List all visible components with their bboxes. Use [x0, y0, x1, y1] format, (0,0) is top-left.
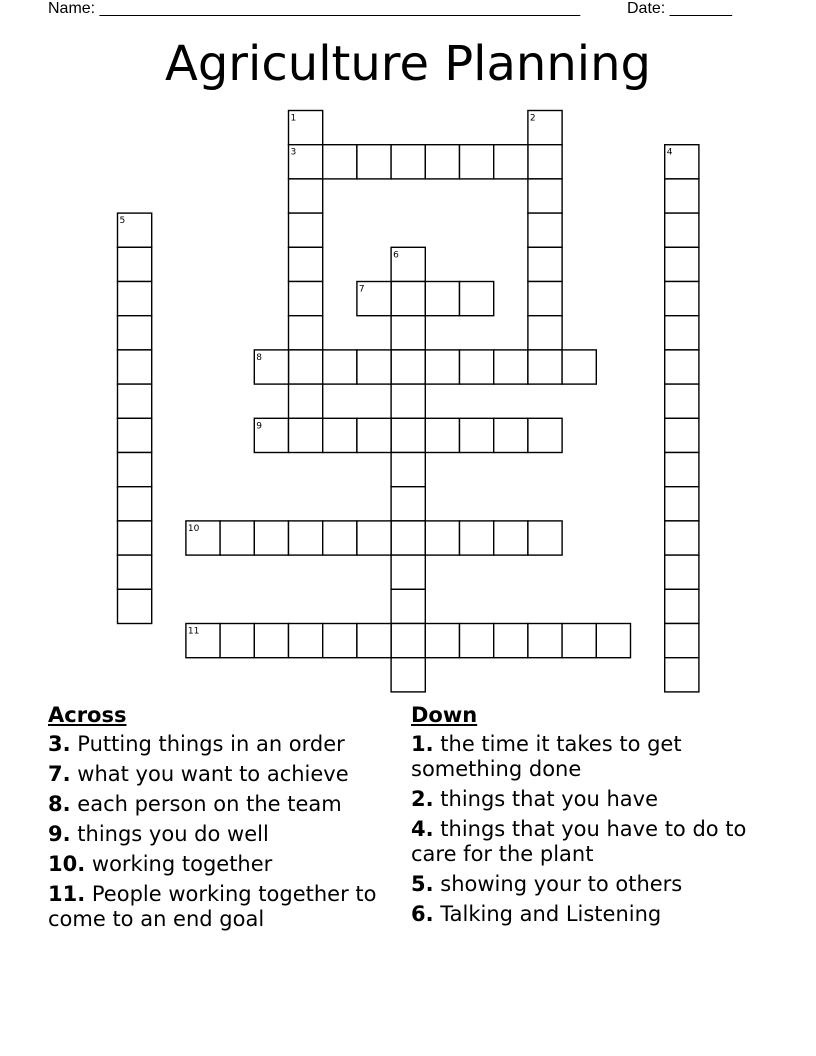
- down-clue: [411, 732, 761, 782]
- clue-text: things that you have: [440, 787, 659, 811]
- grid-cell[interactable]: [118, 453, 152, 487]
- grid-cell[interactable]: [494, 521, 528, 555]
- grid-cell[interactable]: [391, 521, 425, 555]
- grid-cell[interactable]: [528, 350, 562, 384]
- grid-cell[interactable]: [562, 624, 596, 658]
- grid-cell[interactable]: [460, 418, 494, 452]
- grid-cell[interactable]: [118, 213, 152, 247]
- grid-cell[interactable]: [391, 624, 425, 658]
- grid-cell[interactable]: [357, 624, 391, 658]
- grid-cell[interactable]: [118, 487, 152, 521]
- grid-cell[interactable]: [665, 487, 699, 521]
- clue-number: 3.: [48, 732, 71, 756]
- grid-cell[interactable]: [391, 145, 425, 179]
- clue-text: each person on the team: [77, 792, 342, 816]
- grid-cell[interactable]: [528, 247, 562, 281]
- clue-number-label: 6: [393, 250, 399, 261]
- puzzle-title: Agriculture Planning: [165, 36, 651, 92]
- clue-number: 9.: [48, 822, 71, 846]
- across-clue: [48, 762, 398, 787]
- grid-cell[interactable]: [357, 145, 391, 179]
- down-clue: [411, 817, 761, 867]
- grid-cell[interactable]: [425, 145, 459, 179]
- grid-cell[interactable]: [289, 418, 323, 452]
- grid-cell[interactable]: [391, 247, 425, 281]
- grid-cell[interactable]: [391, 350, 425, 384]
- across-clue: [48, 792, 398, 817]
- clue-number-label: 9: [256, 421, 263, 432]
- grid-cell[interactable]: [357, 418, 391, 452]
- grid-cell[interactable]: [425, 521, 459, 555]
- grid-cell[interactable]: [596, 624, 630, 658]
- clue-text: Talking and Listening: [440, 902, 662, 926]
- date-field-label[interactable]: Date: _______: [627, 0, 732, 17]
- grid-cell[interactable]: [665, 316, 699, 350]
- grid-cell[interactable]: [323, 521, 357, 555]
- across-clue-list: [48, 732, 398, 932]
- grid-cell[interactable]: [289, 282, 323, 316]
- grid-cell[interactable]: [665, 247, 699, 281]
- grid-cell[interactable]: [118, 247, 152, 281]
- grid-cell[interactable]: [186, 521, 220, 555]
- grid-cell[interactable]: [460, 521, 494, 555]
- grid-cell[interactable]: [425, 282, 459, 316]
- grid-cell[interactable]: [289, 145, 323, 179]
- down-clue: [411, 787, 761, 812]
- grid-cell[interactable]: [665, 350, 699, 384]
- clue-number-label: 10: [187, 523, 200, 534]
- clue-number: 1.: [411, 732, 434, 756]
- clue-text: showing your to others: [440, 872, 683, 896]
- grid-cell[interactable]: [289, 179, 323, 213]
- clue-number-label: 1: [290, 113, 297, 124]
- grid-cell[interactable]: [460, 145, 494, 179]
- grid-cell[interactable]: [289, 384, 323, 418]
- grid-cell[interactable]: [528, 316, 562, 350]
- grid-cell[interactable]: [665, 179, 699, 213]
- grid-cell[interactable]: [391, 316, 425, 350]
- grid-cell[interactable]: [665, 384, 699, 418]
- grid-cell[interactable]: [528, 111, 562, 145]
- down-clue: [411, 902, 761, 927]
- across-clues: [48, 702, 398, 937]
- grid-cell[interactable]: [665, 589, 699, 623]
- clue-text: things you do well: [77, 822, 269, 846]
- across-clue: [48, 732, 398, 757]
- grid-cell[interactable]: [425, 418, 459, 452]
- grid-cell[interactable]: [494, 624, 528, 658]
- down-clue: [411, 872, 761, 897]
- grid-cell[interactable]: [391, 589, 425, 623]
- grid-cell[interactable]: [665, 145, 699, 179]
- grid-cell[interactable]: [220, 521, 254, 555]
- grid-cell[interactable]: [391, 555, 425, 589]
- clue-number: 2.: [411, 787, 434, 811]
- clue-number-label: 5: [119, 216, 126, 227]
- grid-cell[interactable]: [528, 624, 562, 658]
- clue-text: things that you have to do to care for the plant: [411, 817, 747, 866]
- grid-cell[interactable]: [357, 282, 391, 316]
- grid-cell[interactable]: [528, 213, 562, 247]
- grid-cell[interactable]: [357, 521, 391, 555]
- clue-number: 7.: [48, 762, 71, 786]
- grid-cell[interactable]: [118, 521, 152, 555]
- grid-cell[interactable]: [323, 350, 357, 384]
- grid-cell[interactable]: [186, 624, 220, 658]
- grid-cell[interactable]: [289, 247, 323, 281]
- grid-cell[interactable]: [391, 282, 425, 316]
- grid-cell[interactable]: [425, 350, 459, 384]
- grid-cell[interactable]: [118, 282, 152, 316]
- grid-cell[interactable]: [289, 213, 323, 247]
- down-heading: Down: [411, 703, 478, 727]
- grid-cell[interactable]: [254, 418, 288, 452]
- grid-cell[interactable]: [391, 658, 425, 692]
- grid-cell[interactable]: [118, 316, 152, 350]
- grid-cell[interactable]: [254, 624, 288, 658]
- grid-cell[interactable]: [323, 145, 357, 179]
- grid-cell[interactable]: [665, 418, 699, 452]
- grid-cell[interactable]: [254, 350, 288, 384]
- grid-cell[interactable]: [254, 521, 288, 555]
- clue-number: 10.: [48, 852, 86, 876]
- grid-cell[interactable]: [665, 213, 699, 247]
- clue-number: 11.: [48, 882, 86, 906]
- grid-cell[interactable]: [118, 384, 152, 418]
- clue-number: 8.: [48, 792, 71, 816]
- grid-cell[interactable]: [391, 384, 425, 418]
- grid-cell[interactable]: [425, 624, 459, 658]
- grid-cell[interactable]: [220, 624, 254, 658]
- clue-text: People working together to come to an end goal: [48, 882, 377, 931]
- grid-cell[interactable]: [528, 418, 562, 452]
- grid-cell[interactable]: [494, 418, 528, 452]
- grid-cell[interactable]: [391, 453, 425, 487]
- grid-cell[interactable]: [665, 521, 699, 555]
- across-heading: Across: [48, 703, 127, 727]
- grid-cell[interactable]: [118, 555, 152, 589]
- grid-cell[interactable]: [357, 350, 391, 384]
- grid-cell[interactable]: [665, 624, 699, 658]
- down-clue-list: [411, 732, 761, 927]
- grid-cell[interactable]: [665, 282, 699, 316]
- grid-cell[interactable]: [528, 521, 562, 555]
- clue-number-label: 4: [666, 147, 673, 158]
- name-field-label[interactable]: Name: ______________________________________________________: [48, 0, 581, 17]
- clue-number: 6.: [411, 902, 434, 926]
- grid-cell[interactable]: [460, 282, 494, 316]
- grid-cell[interactable]: [118, 350, 152, 384]
- clue-number-label: 7: [358, 284, 365, 295]
- grid-cell[interactable]: [528, 282, 562, 316]
- grid-cell[interactable]: [391, 487, 425, 521]
- clue-number: 5.: [411, 872, 434, 896]
- grid-cell[interactable]: [562, 350, 596, 384]
- name-date-line: [48, 0, 748, 20]
- grid-cell[interactable]: [528, 145, 562, 179]
- grid-cell[interactable]: [494, 350, 528, 384]
- grid-cell[interactable]: [289, 624, 323, 658]
- grid-cell[interactable]: [665, 658, 699, 692]
- grid-cell[interactable]: [289, 521, 323, 555]
- across-clue: [48, 822, 398, 847]
- down-clues: [411, 702, 761, 932]
- grid-cell[interactable]: [460, 350, 494, 384]
- grid-cell[interactable]: [118, 418, 152, 452]
- grid-cell[interactable]: [289, 111, 323, 145]
- grid-cell[interactable]: [665, 453, 699, 487]
- clue-text: the time it takes to get something done: [411, 732, 682, 781]
- across-clue: [48, 882, 398, 932]
- grid-cell[interactable]: [494, 145, 528, 179]
- clue-text: working together: [91, 852, 273, 876]
- clue-number-label: 3: [290, 147, 297, 158]
- grid-cell[interactable]: [665, 555, 699, 589]
- across-clue: [48, 852, 398, 877]
- clue-text: what you want to achieve: [77, 762, 349, 786]
- grid-cell[interactable]: [528, 179, 562, 213]
- grid-cell[interactable]: [323, 418, 357, 452]
- clue-text: Putting things in an order: [77, 732, 345, 756]
- grid-cell[interactable]: [323, 624, 357, 658]
- grid-cell[interactable]: [460, 624, 494, 658]
- clue-number: 4.: [411, 817, 434, 841]
- grid-cell[interactable]: [118, 589, 152, 623]
- grid-cell[interactable]: [289, 316, 323, 350]
- grid-cell[interactable]: [289, 350, 323, 384]
- grid-cell[interactable]: [391, 418, 425, 452]
- clue-number-label: 8: [256, 352, 263, 363]
- clue-number-label: 11: [187, 626, 200, 637]
- clue-number-label: 2: [529, 113, 536, 124]
